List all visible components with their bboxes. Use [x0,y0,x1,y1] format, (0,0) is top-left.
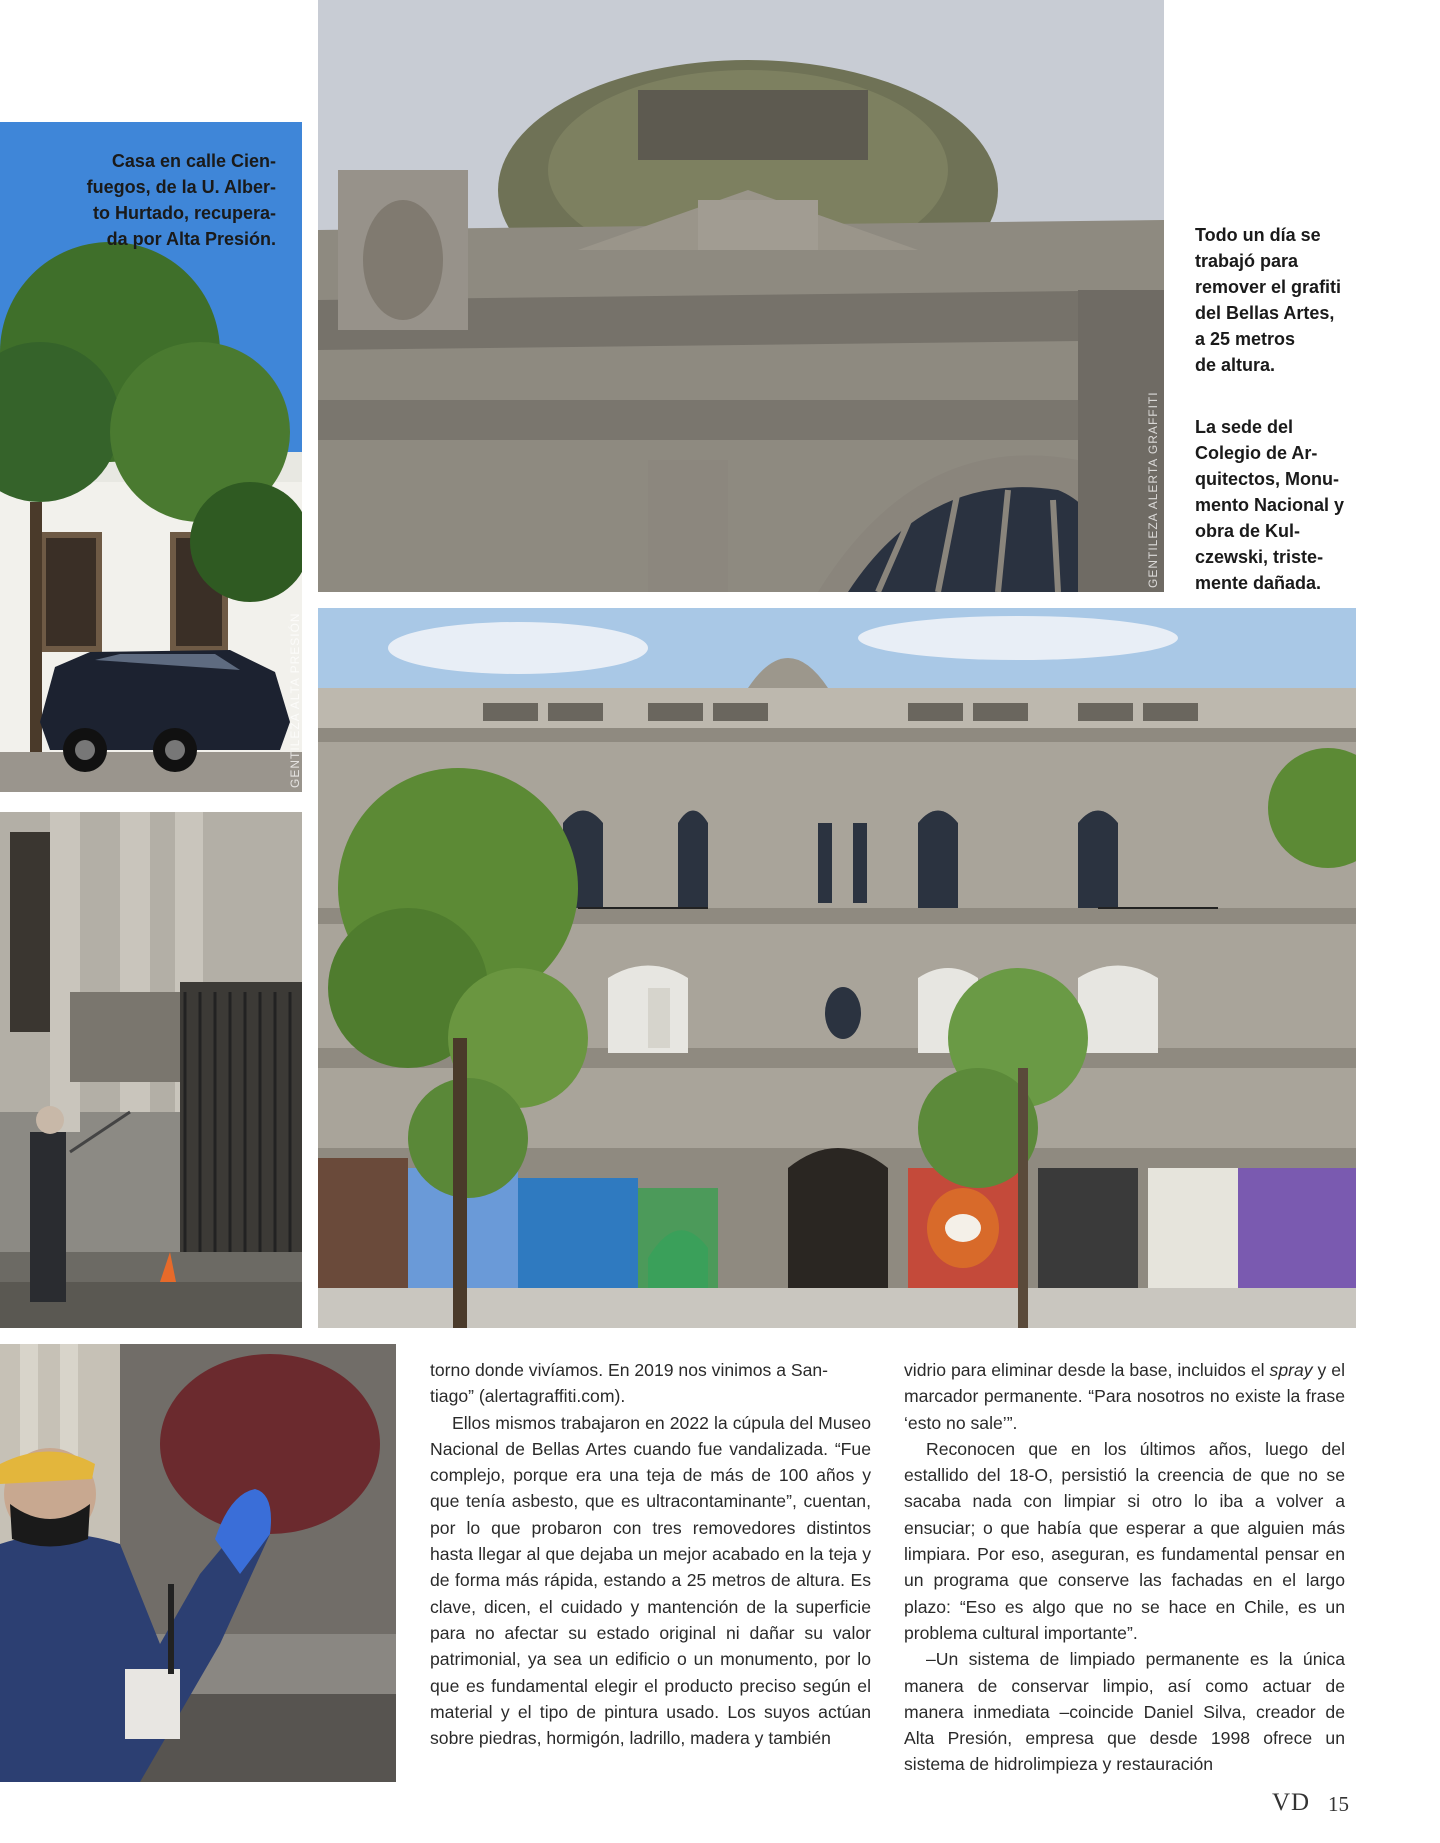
article-col2-p1-emphasis: spray [1269,1360,1313,1380]
article-col2-paragraph-1 [904,1357,1345,1436]
credit-alerta-graffiti: GENTILEZA ALERTA GRAFFITI [1146,391,1160,588]
page-number: 15 [1328,1792,1349,1816]
article-col2-p1-text-b: y el marcador permanente. “Para nosotros no existe la frase ‘esto no sale’”. [904,1360,1345,1433]
article-column-2 [904,1357,1345,1778]
caption-bellas-artes: Todo un día se trabajó para remover el grafiti del Bellas Artes, a 25 metros de altura. [1195,225,1342,375]
photo-bellas-artes-dome [318,0,1164,592]
photo-limpieza-manual [0,1344,396,1782]
caption-casa: Casa en calle Cien- fuegos, de la U. Alber- to Hurtado, recupera- da por Alta Presión. [86,151,276,249]
article-col2-p1-text-a: vidrio para eliminar desde la base, incluidos el [904,1360,1270,1380]
photo-colegio-arquitectos [318,608,1356,1328]
article-col1-paragraph-2: Ellos mismos trabajaron en 2022 la cúpula del Museo Nacional de Bellas Artes cuando fue vandalizada. “Fue complejo, porque era una teja de más de 100 años y que tenía asbesto, que es ultracontaminante”, cuentan, por lo que probaron con tres removedores distintos hasta llegar al que dejaba un mejor acabado en la teja y de forma más rápida, estando a 25 metros de altura. Es clave, dicen, el cuidado y mantención de la superficie para no afectar su estado original ni dañar su valor patrimonial, ya sea un edificio o un monumento, por lo que es fundamental elegir el producto preciso según el material y el tipo de pintura usado. Los suyos actúan sobre piedras, hormigón, ladrillo, madera y también [430,1412,871,1749]
magazine-logo: VD [1272,1789,1311,1816]
article-col1-paragraph-1: torno donde vivíamos. En 2019 nos vinimos a San- tiago” (alertagraffiti.com). [430,1360,829,1407]
article-column-1 [430,1357,871,1751]
caption-colegio-arquitectos: La sede del Colegio de Ar- quitectos, Monu- mento Nacional y obra de Kul- czewski, triste- mente dañada. [1195,417,1345,593]
article-col2-paragraph-3: –Un sistema de limpiado permanente es la única manera de conservar limpio, así como actuar de manera inmediata –coincide Daniel Silva, creador de Alta Presión, empresa que desde 1998 ofrece un sistema de hidrolimpieza y restauración [904,1649,1345,1775]
article-col2-paragraph-2: Reconocen que en los últimos años, luego del estallido del 18-O, persistió la creencia de que no se sacaba nada con limpiar si otro lo iba a volver a ensuciar; o que había que esperar a que alguien más limpiara. Por eso, aseguran, es fundamental pensar en un programa que conserve las fachadas en el largo plazo: “Eso es algo que no se hace en Chile, es un problema cultural importante”. [904,1438,1345,1643]
photo-worker-hidrolavado [0,812,302,1328]
credit-alta-presion-top: GENTILEZA ALTA PRESIÓN [288,612,302,788]
